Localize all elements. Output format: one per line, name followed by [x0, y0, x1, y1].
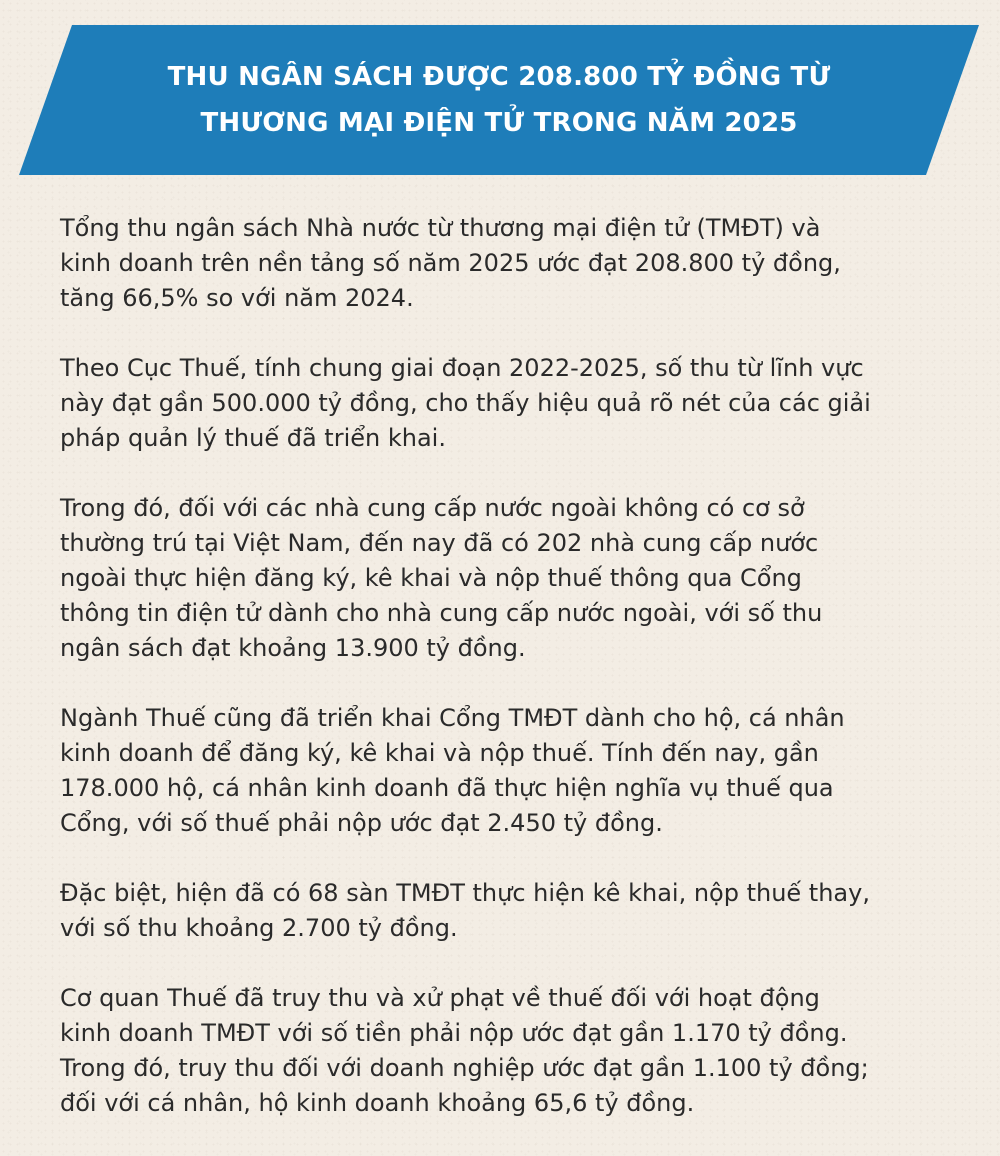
text-line: ngân sách đạt khoảng 13.900 tỷ đồng. — [60, 634, 526, 662]
text-line: Trong đó, đối với các nhà cung cấp nước ngoài không có cơ sở — [60, 494, 805, 522]
text-line: Đặc biệt, hiện đã có 68 sàn TMĐT thực hiện kê khai, nộp thuế thay, — [60, 879, 870, 907]
text-line: 178.000 hộ, cá nhân kinh doanh đã thực hiện nghĩa vụ thuế qua — [60, 774, 834, 802]
text-line: kinh doanh TMĐT với số tiền phải nộp ước đạt gần 1.170 tỷ đồng. — [60, 1019, 848, 1047]
paragraph-enforcement — [60, 981, 960, 1121]
paragraph-total-revenue — [60, 211, 960, 316]
text-line: thông tin điện tử dành cho nhà cung cấp nước ngoài, với số thu — [60, 599, 823, 627]
text-line: tăng 66,5% so với năm 2024. — [60, 284, 414, 312]
page-title-line: THU NGÂN SÁCH ĐƯỢC 208.800 TỶ ĐỒNG TỪ — [167, 62, 831, 92]
text-line: Trong đó, truy thu đối với doanh nghiệp ước đạt gần 1.100 tỷ đồng; — [60, 1054, 869, 1082]
page-title — [19, 25, 979, 175]
text-line: pháp quản lý thuế đã triển khai. — [60, 424, 446, 452]
page-title-line: THƯƠNG MẠI ĐIỆN TỬ TRONG NĂM 2025 — [200, 108, 798, 138]
paragraph-platforms — [60, 876, 960, 946]
text-line: kinh doanh để đăng ký, kê khai và nộp thuế. Tính đến nay, gần — [60, 739, 819, 767]
paragraph-period-summary — [60, 351, 960, 456]
text-line: đối với cá nhân, hộ kinh doanh khoảng 65,6 tỷ đồng. — [60, 1089, 695, 1117]
text-line: kinh doanh trên nền tảng số năm 2025 ước đạt 208.800 tỷ đồng, — [60, 249, 841, 277]
text-line: Ngành Thuế cũng đã triển khai Cổng TMĐT dành cho hộ, cá nhân — [60, 704, 845, 732]
text-line: thường trú tại Việt Nam, đến nay đã có 202 nhà cung cấp nước — [60, 529, 819, 557]
text-line: với số thu khoảng 2.700 tỷ đồng. — [60, 914, 458, 942]
text-line: Tổng thu ngân sách Nhà nước từ thương mại điện tử (TMĐT) và — [60, 214, 821, 242]
text-line: Cơ quan Thuế đã truy thu và xử phạt về thuế đối với hoạt động — [60, 984, 820, 1012]
paragraph-foreign-providers — [60, 491, 960, 666]
text-line: ngoài thực hiện đăng ký, kê khai và nộp thuế thông qua Cổng — [60, 564, 802, 592]
text-line: Theo Cục Thuế, tính chung giai đoạn 2022-2025, số thu từ lĩnh vực — [60, 354, 864, 382]
text-line: này đạt gần 500.000 tỷ đồng, cho thấy hiệu quả rõ nét của các giải — [60, 389, 871, 417]
article-body — [60, 211, 960, 1156]
paragraph-household-portal — [60, 701, 960, 841]
text-line: Cổng, với số thuế phải nộp ước đạt 2.450 tỷ đồng. — [60, 809, 663, 837]
